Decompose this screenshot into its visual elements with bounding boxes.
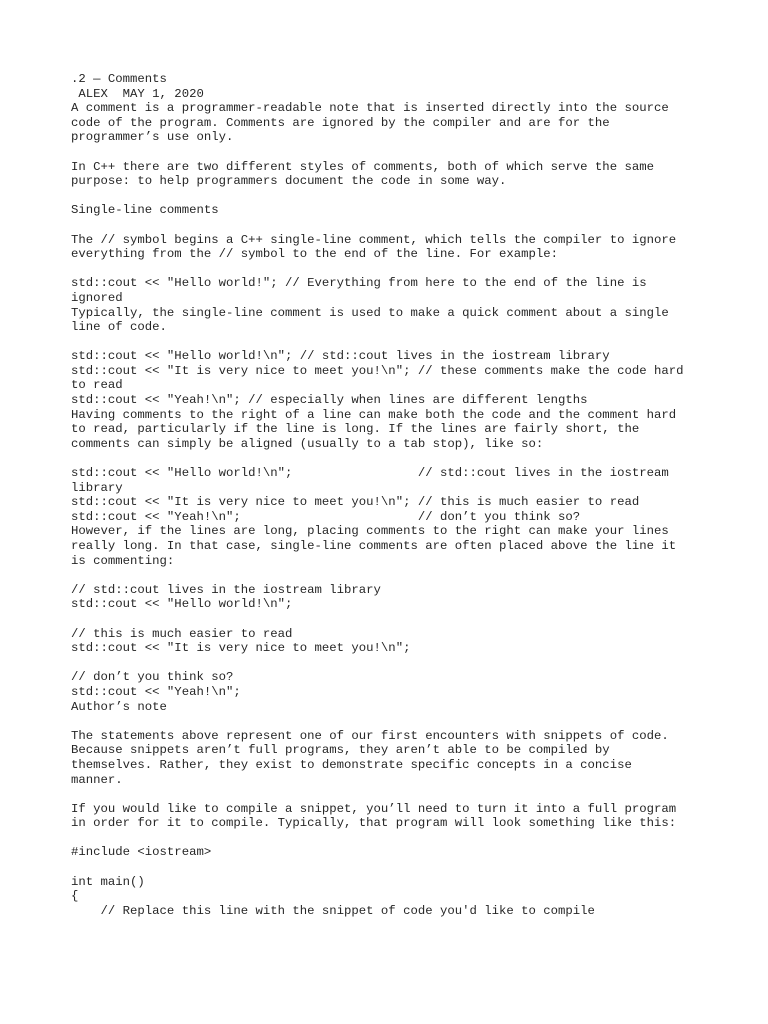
text-line: Author’s note xyxy=(71,699,167,714)
blank-line xyxy=(71,189,731,204)
text-line: std::cout << "Yeah!\n"; // don’t you think so? xyxy=(71,509,581,524)
text-line: Typically, the single-line comment is used to make a quick comment about a single xyxy=(71,305,669,320)
text-line: std::cout << "It is very nice to meet you!\n"; // these comments make the code hard xyxy=(71,363,684,378)
blank-line xyxy=(71,335,731,350)
text-line: to read xyxy=(71,378,123,393)
text-line: The statements above represent one of our first encounters with snippets of code. xyxy=(71,728,669,743)
text-line: std::cout << "It is very nice to meet you!\n"; // this is much easier to read xyxy=(71,495,640,510)
blank-line xyxy=(71,787,731,802)
text-line: std::cout << "Hello world!\n"; xyxy=(71,597,293,612)
text-line: programmer’s use only. xyxy=(71,130,234,145)
text-line: comments can simply be aligned (usually to a tab stop), like so: xyxy=(71,436,544,451)
text-line: However, if the lines are long, placing comments to the right can make your lines xyxy=(71,524,669,539)
text-line: Because snippets aren’t full programs, they aren’t able to be compiled by xyxy=(71,743,610,758)
document-body xyxy=(71,72,731,918)
blank-line xyxy=(71,218,731,233)
text-line: std::cout << "Hello world!\n"; // std::cout lives in the iostream library xyxy=(71,349,610,364)
text-line: to read, particularly if the line is long. If the lines are fairly short, the xyxy=(71,422,640,437)
blank-line xyxy=(71,714,731,729)
text-line: In C++ there are two different styles of comments, both of which serve the same xyxy=(71,159,654,174)
text-line: .2 — Comments xyxy=(71,72,167,86)
text-line: ALEX MAY 1, 2020 xyxy=(71,86,204,101)
blank-line xyxy=(71,860,731,875)
text-line: std::cout << "Hello world!\n"; // std::cout lives in the iostream xyxy=(71,466,669,481)
text-line: int main() xyxy=(71,874,145,889)
text-line: If you would like to compile a snippet, you’ll need to turn it into a full program xyxy=(71,801,677,816)
text-line: everything from the // symbol to the end of the line. For example: xyxy=(71,247,559,262)
text-line: Single-line comments xyxy=(71,203,219,218)
text-line: // don’t you think so? xyxy=(71,670,234,685)
text-line: themselves. Rather, they exist to demonstrate specific concepts in a concise xyxy=(71,757,632,772)
blank-line xyxy=(71,145,731,160)
blank-line xyxy=(71,831,731,846)
text-line: code of the program. Comments are ignored by the compiler and are for the xyxy=(71,115,610,130)
blank-line xyxy=(71,262,731,277)
text-line: purpose: to help programmers document the code in some way. xyxy=(71,174,507,189)
text-line: std::cout << "It is very nice to meet you!\n"; xyxy=(71,641,411,656)
blank-line xyxy=(71,612,731,627)
text-line: std::cout << "Yeah!\n"; xyxy=(71,684,241,699)
text-line: line of code. xyxy=(71,320,167,335)
text-line: library xyxy=(71,480,123,495)
text-line: std::cout << "Hello world!"; // Everything from here to the end of the line is xyxy=(71,276,647,291)
text-line: // this is much easier to read xyxy=(71,626,293,641)
text-line: Having comments to the right of a line can make both the code and the comment hard xyxy=(71,407,677,422)
blank-line xyxy=(71,568,731,583)
text-line: manner. xyxy=(71,772,123,787)
text-line: { xyxy=(71,889,79,904)
text-line: ignored xyxy=(71,290,123,305)
text-line: // std::cout lives in the iostream library xyxy=(71,582,381,597)
text-line: std::cout << "Yeah!\n"; // especially when lines are different lengths xyxy=(71,393,588,408)
text-line: #include <iostream> xyxy=(71,845,212,860)
text-line: really long. In that case, single-line comments are often placed above the line it xyxy=(71,539,677,553)
text-line: The // symbol begins a C++ single-line comment, which tells the compiler to ignore xyxy=(71,232,677,247)
blank-line xyxy=(71,451,731,466)
text-line: // Replace this line with the snippet of code you'd like to compile xyxy=(71,903,595,918)
text-line: A comment is a programmer-readable note that is inserted directly into the source xyxy=(71,101,669,116)
text-line: is commenting: xyxy=(71,553,175,568)
text-line: in order for it to compile. Typically, that program will look something like this: xyxy=(71,816,677,831)
blank-line xyxy=(71,656,731,671)
